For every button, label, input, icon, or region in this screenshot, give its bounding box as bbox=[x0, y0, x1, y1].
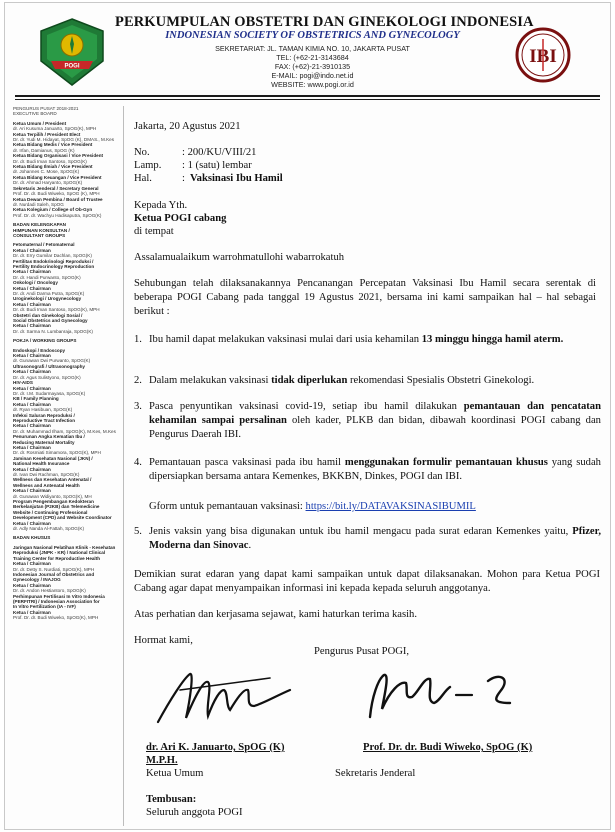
sidebar-line: Ketua / Chairman bbox=[13, 444, 51, 450]
sidebar-line: Ketua Bidang Ilmiah / Vice President bbox=[13, 164, 93, 170]
sidebar-line: Ketua Kolegium / College of Ob-Gyn bbox=[13, 207, 93, 213]
sidebar-line: Fetomaternal / Fetomaternal bbox=[13, 242, 75, 248]
sidebar-line: BADAN KELENGKAPAN bbox=[13, 222, 66, 228]
sidebar-line: Ketua / Chairman bbox=[13, 269, 51, 275]
signer-1-name: dr. Ari K. Januarto, SpOG (K) bbox=[146, 742, 285, 753]
sidebar-line: dr. Gunawan Widiyanto, SpOG(K), MH bbox=[13, 493, 92, 499]
item-emphasis: menggunakan formulir pemantauan khusus bbox=[344, 457, 548, 468]
sidebar-line: In Vitro Fertilization (IA - IVF) bbox=[13, 604, 76, 610]
signature-sekjen-icon bbox=[360, 657, 560, 727]
subject-colon: : bbox=[182, 173, 185, 184]
list-item bbox=[149, 456, 601, 484]
sidebar-line: Dr. dr. Rosmiati Simamora, SpOG(K), MPH bbox=[13, 450, 101, 456]
sidebar-line: Sekretaris Jenderal / Secretary General bbox=[13, 185, 99, 191]
item-emphasis: Pfizer, Moderna dan Sinovac bbox=[149, 526, 601, 551]
signer-1-degree: M.P.H. bbox=[146, 755, 178, 766]
item-text: Pemantauan pasca vaksinasi pada ibu hamil bbox=[149, 457, 345, 468]
sidebar-line: Penurunan Angka Kematian Ibu / bbox=[13, 434, 85, 440]
sidebar-line: Infeksi Saluran Reproduksi / bbox=[13, 412, 75, 418]
sidebar-line: (PERFITRI) / Indonesian Association for bbox=[13, 598, 100, 604]
sidebar-line: KB / Family Planning bbox=[13, 396, 59, 402]
sidebar-line: Ketua Dewan Pembina / Board of Trustee bbox=[13, 196, 103, 202]
sidebar-line: Dr. dr. Budi Iman Santoso, SpOG(K), MPH bbox=[13, 307, 100, 313]
sidebar-line: Ketua / Chairman bbox=[13, 582, 51, 588]
list-item bbox=[149, 333, 601, 347]
item-number: 2. bbox=[134, 375, 142, 386]
item-emphasis: tidak diperlukan bbox=[271, 375, 348, 386]
sidebar-line: dr. Ryan Hasibuan, SpOG(K) bbox=[13, 407, 73, 413]
sidebar-line: dr. Adly Nanda Al-Fattah, SpOG(K) bbox=[13, 526, 84, 532]
sidebar-line: Dr. dr. Erry Gumilar Dachlan, SpOG(K) bbox=[13, 253, 92, 259]
sidebar-line: Ketua Bidang Organisasi / Vice President bbox=[13, 153, 104, 159]
sidebar-line: PENGURUS PUSAT 2018-2021 bbox=[13, 106, 79, 111]
list-item bbox=[149, 525, 601, 553]
sidebar-line: Dr. dr. I.M. Sudarmayasa, SpOG(K) bbox=[13, 390, 86, 396]
item-emphasis: pemantauan dan pencatatan kehamilan sampai persalinan bbox=[149, 401, 601, 426]
sidebar-line: Dr. dr. Yudi M. Hidayat, SpOG (K), DMAS., M.Kes bbox=[13, 137, 115, 143]
sidebar-line: Prof. Dr. dr. Budi Wiweko, SpOG(K), MPH bbox=[13, 615, 99, 621]
sidebar-line: Gynecology / INAJOG bbox=[13, 577, 61, 583]
sidebar-line: dr. Ivan Dwi Rachman, SpOG(K) bbox=[13, 472, 80, 477]
board-name: Pengurus Pusat POGI, bbox=[314, 646, 410, 657]
sidebar-line: Prof. Dr. dr. Wachyu Hadisaputra, SpOG(K) bbox=[13, 212, 102, 218]
sidebar-line: Social Obstetrics and Gynecology bbox=[13, 318, 88, 324]
sidebar-line: Ketua / Chairman bbox=[13, 520, 51, 526]
sidebar-line: Perhimpunan Fertilisasi In Vitro Indonesia bbox=[13, 593, 105, 599]
sidebar-line: HIMPUNAN KONSULTAN / bbox=[13, 227, 70, 233]
sidebar-line: Dr. dr. Detty S. Nurdiati, SpOG(K), MPH bbox=[13, 566, 95, 572]
intro-paragraph: Sehubungan telah dilaksanakannya Pencanangan Percepatan Vaksinasi Ibu Hamil secara serentak di beberapa POGI Cabang pada tanggal 19 Agustus 2021, bersama ini kami sampaikan hal – hal sebagai berikut : bbox=[134, 278, 596, 317]
sidebar-line: Ketua / Chairman bbox=[13, 385, 51, 391]
recipient-line-2: Ketua POGI cabang bbox=[134, 213, 227, 224]
sidebar-line: Wellness dan Kesehatan Antenatal / bbox=[13, 477, 92, 483]
item-text-after: rekomendasi Spesialis Obstetri Ginekologi. bbox=[347, 375, 535, 386]
item-text: Pasca penyuntikan vaksinasi covid-19, setiap ibu hamil dilakukan bbox=[149, 401, 464, 412]
sidebar-line: Fertility Endocrinology Reproduction bbox=[13, 263, 95, 269]
sidebar-line: Ketua / Chairman bbox=[13, 401, 51, 407]
sidebar-line: Berkelanjutan (P2KB) dan Telemedicine bbox=[13, 504, 100, 510]
sidebar-line: POKJA / WORKING GROUPS bbox=[13, 338, 77, 344]
greeting: Assalamualaikum warrohmatullohi wabarrokatuh bbox=[134, 252, 345, 263]
org-name-english: INDONESIAN SOCIETY OF OBSTETRICS AND GYNECOLOGY bbox=[165, 30, 460, 41]
sidebar-line: Ketua / Chairman bbox=[13, 561, 51, 567]
sidebar-line: dr. Irfan, Damianus, SpOG (K) bbox=[13, 147, 75, 153]
item-text: Jenis vaksin yang bisa digunakan untuk ibu hamil mengacu pada surat edaran Kemenkes yaitu, bbox=[149, 526, 573, 537]
sidebar-line: dr. Nurdadi Saleh, SpOG bbox=[13, 201, 64, 207]
sidebar-line: Jaringan Nasional Pelatihan Klinik - Kesehatan bbox=[13, 544, 116, 550]
sidebar-line: Ketua / Chairman bbox=[13, 247, 51, 253]
sidebar-line: Ketua / Chairman bbox=[13, 353, 51, 359]
signer-2-name: Prof. Dr. dr. Budi Wiweko, SpOG (K) bbox=[363, 742, 533, 753]
sidebar-line: Dr. dr. Agus Sulistyono, SpOG(K) bbox=[13, 374, 81, 380]
sidebar-line: Reproductive Tract Infection bbox=[13, 417, 76, 423]
sidebar-line: Training Center for Reproductive Health bbox=[13, 555, 101, 561]
sidebar-line: EXECUTIVE BOARD bbox=[13, 111, 57, 117]
pogi-logo-text: POGI bbox=[64, 63, 80, 70]
email: E-MAIL: pogi@indo.net.id bbox=[271, 71, 354, 80]
sidebar-line: Dr. dr. Ahmad Haryanto, SpOG(K) bbox=[13, 180, 83, 186]
gform-link[interactable]: https://bit.ly/DATAVAKSINASIBUMIL bbox=[305, 501, 476, 512]
attachment-label: Lamp. bbox=[134, 160, 162, 171]
address: SEKRETARIAT: JL. TAMAN KIMIA NO. 10, JAKARTA PUSAT bbox=[215, 44, 410, 53]
sidebar-line: Ketua / Chairman bbox=[13, 369, 51, 375]
sidebar-line: Dr. dr. Muhammad Ilham, SpOG(K), M.Kes, M.Kes bbox=[13, 428, 116, 434]
sidebar-line: Endoskopi / Endoscopy bbox=[13, 347, 66, 353]
sidebar-line: Ultrasonografi / Ultrasonography bbox=[13, 363, 85, 369]
sidebar-line: Uroginekologi / Urogynecology bbox=[13, 296, 82, 302]
subject-value: Vaksinasi Ibu Hamil bbox=[190, 173, 283, 184]
telephone: TEL: (+62-21-3143684 bbox=[276, 53, 349, 62]
list-item bbox=[149, 374, 601, 388]
sidebar-line: Website / Continuing Professional bbox=[13, 509, 88, 515]
sidebar-line: Ketua / Chairman bbox=[13, 488, 51, 494]
sidebar-line: Dr. dr. Budi Iman Santoso, SpOG(K) bbox=[13, 158, 87, 164]
place-date: Jakarta, 20 Agustus 2021 bbox=[134, 121, 241, 132]
sidebar-line: Program Pengembangan Kedokteran bbox=[13, 499, 94, 505]
sidebar-line: Ketua Bidang Medis / Vice President bbox=[13, 142, 93, 148]
fax: FAX: (+62)-21-3910135 bbox=[274, 62, 351, 71]
closing-paragraph: Demikian surat edaran yang dapat kami sampaikan untuk dapat dilaksanakan. Mohon para Ketua POGI Cabang agar dapat menyampaikan informasi ini kepada kepada seluruh anggotanya. bbox=[134, 569, 600, 594]
item-text: Ibu hamil dapat melakukan vaksinasi mulai dari usia kehamilan bbox=[149, 334, 422, 345]
sidebar-line: Ketua / Chairman bbox=[13, 609, 51, 615]
item-emphasis: 13 minggu hingga hamil aterm. bbox=[421, 334, 564, 345]
list-item bbox=[149, 400, 601, 442]
number-value: : 200/KU/VIII/21 bbox=[182, 147, 257, 158]
signer-1-title: Ketua Umum bbox=[146, 768, 204, 779]
sidebar-line: Jaminan Kesehatan Nasional (JKN) / bbox=[13, 455, 93, 461]
sidebar-line: Dr. dr. Andon Hestiantoro, SpOG(K) bbox=[13, 588, 86, 594]
cc-label: Tembusan: bbox=[146, 794, 197, 805]
sidebar-line: Fertilitas Endokrinologi Reproduksi / bbox=[13, 258, 94, 264]
sidebar-line: Ketua / Chairman bbox=[13, 285, 51, 291]
signer-2-title: Sekretaris Jenderal bbox=[335, 768, 416, 779]
sidebar-line: Ketua / Chairman bbox=[13, 466, 51, 472]
sidebar-line: Reproduksi (JNPK - KR) / National Clinical bbox=[13, 550, 106, 556]
sidebar-line: dr. Ari Kusuma Januarto, SpOG(K), MPH bbox=[13, 126, 97, 132]
sidebar-line: Prof. Dr. dr. Budi Wiweko, SpOG (K), MPH bbox=[13, 191, 100, 197]
signature-ketua-icon bbox=[150, 660, 300, 732]
attachment-value: : 1 (satu) lembar bbox=[182, 160, 252, 171]
sidebar-line: Onkologi / Oncology bbox=[13, 280, 58, 286]
sidebar-line: dr. Johannes C. Mose, SpOG(K) bbox=[13, 169, 80, 175]
sidebar-line: Dr. dr. Handi Purwanto, SpOG(K) bbox=[13, 274, 81, 280]
sidebar-line: CONSULTANT GROUPS bbox=[13, 232, 66, 238]
regards: Hormat kami, bbox=[134, 635, 193, 646]
sidebar-line: Dr. dr. Andi Darma Putra, SpOG(K) bbox=[13, 291, 85, 296]
sidebar-line: Indonesian Journal of Obstetrics and bbox=[13, 571, 95, 577]
sidebar-line: dr. Gunawan Dwi Purwanto, SpOG(K) bbox=[13, 358, 91, 364]
item-text-after: oleh kader, PLKB dan bidan, dibawah koordinasi POGI cabang dan Pengurus Daerah IBI. bbox=[149, 415, 601, 440]
recipient-line-3: di tempat bbox=[134, 226, 174, 237]
gform-line bbox=[149, 500, 476, 514]
item-number: 3. bbox=[134, 401, 142, 412]
sidebar-line: Reducing Maternal Mortality bbox=[13, 439, 75, 445]
sidebar-line: Obstetri dan Ginekologi Sosial / bbox=[13, 312, 83, 318]
sidebar-line: National Health Insurance bbox=[13, 461, 70, 467]
sidebar-line: HIV-AIDS bbox=[13, 380, 33, 386]
sidebar-line: Dr. dr. Sarma N. Lumbanraja, SpOG(K) bbox=[13, 328, 93, 334]
item-number: 4. bbox=[134, 457, 142, 468]
number-label: No. bbox=[134, 147, 150, 158]
sidebar-line: Ketua Terpilih / President Elect bbox=[13, 131, 81, 137]
gform-label: Gform untuk pemantauan vaksinasi: bbox=[149, 501, 306, 512]
item-text: Dalam melakukan vaksinasi bbox=[149, 375, 272, 386]
sidebar-line: BADAN KHUSUS bbox=[13, 535, 51, 541]
sidebar-line: Ketua / Chairman bbox=[13, 301, 51, 307]
sidebar-line: Wellness and Antenatal Health bbox=[13, 482, 80, 488]
item-number: 1. bbox=[134, 334, 142, 345]
item-text-after: . bbox=[248, 540, 252, 551]
org-name: PERKUMPULAN OBSTETRI DAN GINEKOLOGI INDONESIA bbox=[115, 14, 534, 30]
thanks-line: Atas perhatian dan kerjasama sejawat, kami haturkan terima kasih. bbox=[134, 609, 417, 620]
recipient-line-1: Kepada Yth. bbox=[134, 200, 188, 211]
ibi-logo-text: IBI bbox=[529, 46, 557, 67]
subject-label: Hal. bbox=[134, 173, 152, 184]
item-number: 5. bbox=[134, 526, 142, 537]
sidebar-line: Development (CPD) and Website Coordinator bbox=[13, 515, 112, 521]
sidebar-line: Ketua / Chairman bbox=[13, 323, 51, 329]
sidebar-line: Ketua Bidang Keuangan / Vice President bbox=[13, 174, 102, 180]
item-text-after: yang sudah dipersiapkan bersama antara Kemenkes, BKKBN, Dinkes, POGI dan IBI. bbox=[149, 457, 601, 482]
cc-value: Seluruh anggota POGI bbox=[146, 807, 243, 818]
website: WEBSITE: www.pogi.or.id bbox=[271, 80, 354, 89]
sidebar-line: Ketua / Chairman bbox=[13, 423, 51, 429]
sidebar-line: Ketua Umum / President bbox=[13, 120, 67, 126]
